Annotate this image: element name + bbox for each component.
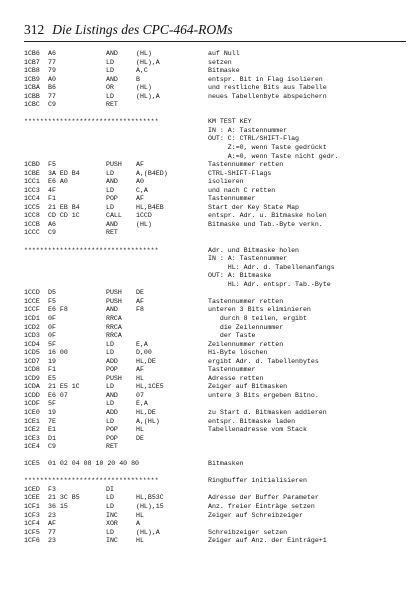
mnemonic: AND [106, 391, 118, 399]
address: 1CD3 [24, 332, 40, 340]
mnemonic: CALL [106, 212, 122, 220]
address: 1CEE [24, 494, 40, 502]
address: 1CE1 [24, 417, 40, 425]
mnemonic: DI [106, 485, 114, 493]
comment-text: unteren 3 Bits eliminieren [208, 306, 311, 314]
mnemonic: LD [106, 340, 114, 348]
comment-text: und restliche Bits aus Tabelle [208, 84, 327, 92]
comment-text: Hi-Byte löschen [208, 349, 268, 357]
comment-text [208, 289, 406, 298]
operand: A,(B4ED) [136, 169, 168, 177]
operand: AF [136, 366, 144, 374]
operand: C,A [136, 186, 148, 194]
opcode-bytes: F5 [48, 297, 56, 305]
operand: (HL) [136, 50, 152, 57]
opcode-bytes: 0F [48, 323, 56, 331]
operand: (HL) [136, 84, 152, 92]
comment-text [208, 229, 406, 238]
comment-line [24, 264, 406, 273]
mnemonic: RRCA [106, 323, 122, 331]
mnemonic: RET [106, 101, 118, 109]
mnemonic: LD [106, 92, 114, 100]
section-header-line [24, 247, 406, 256]
operand [136, 229, 208, 238]
section-title: Ringbuffer initialisieren [208, 477, 307, 485]
opcode-bytes: A6 [48, 50, 56, 57]
operand: F8 [136, 306, 144, 314]
comment-text: Zeiger auf Schreibzeiger [208, 511, 303, 519]
mnemonic: INC [106, 511, 118, 519]
mnemonic: POP [106, 366, 118, 374]
opcode-bytes: 19 [48, 408, 56, 416]
comment-text: A:=0, wenn Taste nicht gedr. [208, 152, 339, 160]
address: 1CF3 [24, 511, 40, 519]
code-line [24, 341, 406, 350]
address: 1CED [24, 485, 40, 493]
opcode-bytes: C9 [48, 101, 56, 109]
address: 1CE0 [24, 408, 40, 416]
opcode-bytes: 77 [48, 58, 56, 66]
operand: (HL),15 [136, 502, 164, 510]
blank-line [24, 110, 406, 119]
operand: AF [136, 297, 144, 305]
address: 1CD4 [24, 340, 40, 348]
comment-text: der Taste [208, 332, 256, 340]
opcode-bytes: 0F [48, 314, 56, 322]
opcode-bytes: 21 3C B5 [48, 494, 80, 502]
comment-text [208, 443, 406, 452]
code-line [24, 298, 406, 307]
code-line [24, 494, 406, 503]
mnemonic: POP [106, 195, 118, 203]
code-line [24, 59, 406, 68]
indent-spacer [24, 153, 208, 162]
opcode-bytes: F5 [48, 161, 56, 169]
code-line [24, 529, 406, 538]
address: 1CD1 [24, 314, 40, 322]
mnemonic: PUSH [106, 374, 122, 382]
address: 1CB6 [24, 50, 40, 57]
code-line [24, 76, 406, 85]
comment-text: durch 8 teilen, ergibt [208, 314, 307, 322]
comment-text: entspr. Bitmaske laden [208, 417, 296, 425]
code-line [24, 67, 406, 76]
opcode-bytes: C9 [48, 443, 56, 451]
code-line [24, 84, 406, 93]
mnemonic: LD [106, 169, 114, 177]
code-line [24, 512, 406, 521]
address: 1CD2 [24, 323, 40, 331]
separator-stars: ********************************** [24, 477, 159, 485]
comment-text [208, 400, 406, 409]
address: 1CD5 [24, 349, 40, 357]
comment-text: OUT: C: CTRL/SHIFT-Flag [208, 135, 300, 143]
mnemonic: AND [106, 75, 118, 83]
address: 1CE4 [24, 443, 40, 451]
opcode-bytes: B6 [48, 84, 56, 92]
mnemonic: AND [106, 50, 118, 57]
address: 1CC5 [24, 203, 40, 211]
address: 1CC1 [24, 178, 40, 186]
code-line [24, 161, 406, 170]
opcode-bytes: 79 [48, 67, 56, 75]
address: 1CD8 [24, 366, 40, 374]
operand: (HL) [136, 220, 152, 228]
operand: A0 [136, 178, 144, 186]
code-line [24, 170, 406, 179]
address: 1CBB [24, 92, 40, 100]
opcode-bytes: 0F [48, 332, 56, 340]
code-line [24, 383, 406, 392]
address: 1CBC [24, 101, 40, 109]
comment-text: zu Start d. Bitmasken addieren [208, 408, 327, 416]
section-header-line [24, 118, 406, 127]
code-line [24, 537, 406, 546]
comment-text: Tastennummer retten [208, 161, 284, 169]
mnemonic: PUSH [106, 161, 122, 169]
comment-text: Schreibzeiger setzen [208, 528, 288, 536]
indent-spacer [24, 272, 208, 281]
opcode-bytes: 77 [48, 528, 56, 536]
indent-spacer [24, 264, 208, 273]
operand: HL,DE [136, 357, 156, 365]
mnemonic: PUSH [106, 297, 122, 305]
code-line [24, 443, 406, 452]
address: 1CDD [24, 391, 40, 399]
opcode-bytes: 21 EB B4 [48, 203, 80, 211]
opcode-bytes: F1 [48, 195, 56, 203]
address: 1CCC [24, 229, 40, 237]
opcode-bytes: 23 [48, 511, 56, 519]
mnemonic: LD [106, 528, 114, 536]
comment-text: OUT: A: Bitmaske [208, 272, 272, 280]
mnemonic: RET [106, 229, 118, 237]
operand: D,00 [136, 349, 152, 357]
address: 1CCB [24, 220, 40, 228]
mnemonic: RRCA [106, 332, 122, 340]
code-line [24, 486, 406, 495]
code-line [24, 229, 406, 238]
comment-text: die Zeilennummer [208, 323, 284, 331]
operand: HL,DE [136, 408, 156, 416]
comment-text: Adresse der Buffer Parameter [208, 494, 319, 502]
comment-text: Z:=0, wenn Taste gedrückt [208, 144, 327, 152]
opcode-bytes: 23 [48, 537, 56, 545]
operand: (HL),A [136, 58, 160, 66]
mnemonic: AND [106, 306, 118, 314]
address: 1CB7 [24, 58, 40, 66]
comment-text: Zeilennummer retten [208, 340, 284, 348]
indent-spacer [24, 127, 208, 136]
indent-spacer [24, 281, 208, 290]
comment-text: Anz. freier Einträge setzen [208, 502, 315, 510]
code-line [24, 212, 406, 221]
mnemonic: ADD [106, 357, 118, 365]
comment-line [24, 281, 406, 290]
opcode-bytes: 7E [48, 417, 56, 425]
mnemonic: PUSH [106, 289, 122, 297]
opcode-bytes: C9 [48, 229, 56, 237]
operand [136, 315, 208, 324]
operand: DE [136, 289, 144, 297]
comment-text: HL: Adr. entspr. Tab.-Byte [208, 280, 331, 288]
operand: 07 [136, 391, 144, 399]
code-line [24, 221, 406, 230]
opcode-bytes: D1 [48, 434, 56, 442]
address: 1CCD [24, 289, 40, 297]
comment-text: Start der Key State Map [208, 203, 300, 211]
code-line [24, 400, 406, 409]
comment-text [208, 435, 406, 444]
opcode-bytes: 4F [48, 186, 56, 194]
comment-text: und nach C retten [208, 186, 276, 194]
comment-line [24, 255, 406, 264]
comment-text [208, 486, 406, 495]
comment-line [24, 135, 406, 144]
opcode-bytes: 77 [48, 92, 56, 100]
comment-text: Bitmaske und Tab.-Byte verkn. [208, 220, 323, 228]
comment-text: Adresse retten [208, 374, 264, 382]
code-line [24, 435, 406, 444]
code-line [24, 392, 406, 401]
code-line [24, 93, 406, 102]
address: 1CD7 [24, 357, 40, 365]
operand: HL [136, 374, 144, 382]
mnemonic: AND [106, 178, 118, 186]
opcode-bytes: AF [48, 520, 56, 528]
comment-text [208, 520, 406, 529]
mnemonic: LD [106, 67, 114, 75]
comment-text: Tastennummer [208, 366, 256, 374]
code-line [24, 366, 406, 375]
blank-line [24, 452, 406, 461]
comment-text: setzen [208, 58, 232, 66]
comment-text: Bitmaske [208, 67, 240, 75]
opcode-bytes: F3 [48, 485, 56, 493]
address: 1CE2 [24, 426, 40, 434]
opcode-bytes: 36 15 [48, 502, 68, 510]
opcode-bytes: E6 07 [48, 391, 68, 399]
opcode-bytes: A0 [48, 75, 56, 83]
code-line [24, 409, 406, 418]
operand [136, 332, 208, 341]
mnemonic: ADD [106, 408, 118, 416]
comment-text: Zeiger auf Bitmasken [208, 383, 288, 391]
comment-text: Bitmasken [208, 460, 244, 468]
address: 1CF5 [24, 528, 40, 536]
opcode-bytes: 21 E5 1C [48, 383, 80, 391]
header-rule [24, 41, 406, 42]
address: 1CE5 [24, 460, 40, 468]
page-title: Die Listings des CPC-464-ROMs [52, 22, 233, 37]
operand [136, 486, 208, 495]
opcode-bytes: F1 [48, 366, 56, 374]
address: 1CF4 [24, 520, 40, 528]
code-line [24, 349, 406, 358]
code-line [24, 306, 406, 315]
code-line [24, 503, 406, 512]
opcode-bytes: E6 A0 [48, 178, 68, 186]
mnemonic: LD [106, 58, 114, 66]
operand: DE [136, 434, 144, 442]
comment-text: HL: Adr. d. Tabellenanfangs [208, 263, 335, 271]
comment-text: entspr. Adr. u. Bitmaske holen [208, 212, 327, 220]
mnemonic: RET [106, 443, 118, 451]
address: 1CE3 [24, 434, 40, 442]
address: 1CDA [24, 383, 40, 391]
address: 1CB9 [24, 75, 40, 83]
comment-text: IN : A: Tastennummer [208, 126, 288, 134]
operand: HL,1CE5 [136, 383, 164, 391]
comment-text: Zeiger auf Anz. der Einträge+1 [208, 537, 327, 545]
code-line [24, 332, 406, 341]
code-line [24, 195, 406, 204]
comment-line [24, 144, 406, 153]
operand [136, 101, 208, 110]
operand: HL,B53C [136, 494, 164, 502]
separator-stars: ********************************** [24, 118, 159, 126]
mnemonic: LD [106, 494, 114, 502]
comment-text: CTRL-SHIFT-Flags [208, 169, 272, 177]
address: 1CBE [24, 169, 40, 177]
operand: HL [136, 426, 144, 434]
comment-text: Tastennummer retten [208, 297, 284, 305]
mnemonic: POP [106, 426, 118, 434]
code-line [24, 426, 406, 435]
opcode-bytes: A6 [48, 220, 56, 228]
mnemonic: LD [106, 186, 114, 194]
opcode-bytes: E6 F8 [48, 306, 68, 314]
code-line [24, 324, 406, 333]
code-line [24, 178, 406, 187]
operand: A,C [136, 67, 148, 75]
address: 1CF6 [24, 537, 40, 545]
indent-spacer [24, 135, 208, 144]
opcode-bytes: 16 00 [48, 349, 68, 357]
comment-line [24, 272, 406, 281]
operand: AF [136, 161, 144, 169]
mnemonic: INC [106, 537, 118, 545]
code-line [24, 520, 406, 529]
address: 1CD9 [24, 374, 40, 382]
mnemonic: AND [106, 220, 118, 228]
comment-text: entspr. Bit in Flag isolieren [208, 75, 323, 83]
code-line [24, 50, 406, 59]
code-line [24, 204, 406, 213]
operand: E,A [136, 340, 148, 348]
operand: (HL),A [136, 528, 160, 536]
address: 1CCF [24, 306, 40, 314]
opcode-bytes: D5 [48, 289, 56, 297]
code-line [24, 289, 406, 298]
assembly-listing [24, 50, 406, 546]
operand: HL [136, 511, 144, 519]
opcode-bytes: 19 [48, 357, 56, 365]
separator-stars: ********************************** [24, 246, 159, 254]
mnemonic: LD [106, 349, 114, 357]
page-header [24, 22, 406, 38]
operand [136, 443, 208, 452]
operand: HL [136, 537, 144, 545]
opcode-bytes: 5F [48, 400, 56, 408]
address: 1CBA [24, 84, 40, 92]
mnemonic: RRCA [106, 314, 122, 322]
operand: (HL),A [136, 92, 160, 100]
indent-spacer [24, 255, 208, 264]
operand: A [136, 520, 140, 528]
code-line [24, 375, 406, 384]
opcode-bytes: 3A ED B4 [48, 169, 80, 177]
mnemonic: LD [106, 203, 114, 211]
section-title: KM TEST KEY [208, 118, 252, 126]
mnemonic: LD [106, 400, 114, 408]
mnemonic: OR [106, 84, 114, 92]
comment-text: auf Null [208, 50, 240, 57]
address: 1CC4 [24, 195, 40, 203]
blank-line [24, 238, 406, 247]
operand: 1CCD [136, 212, 152, 220]
address: 1CDF [24, 400, 40, 408]
comment-text: isolieren [208, 178, 244, 186]
comment-line [24, 127, 406, 136]
code-line [24, 187, 406, 196]
operand: A,(HL) [136, 417, 160, 425]
page-number: 312 [24, 22, 45, 37]
mnemonic: LD [106, 383, 114, 391]
blank-line [24, 469, 406, 478]
code-line [24, 101, 406, 110]
mnemonic: LD [106, 417, 114, 425]
operand: B [136, 75, 140, 83]
comment-text: neues Tabellenbyte abspeichern [208, 92, 327, 100]
comment-text: Tastennummer [208, 195, 256, 203]
operand: AF [136, 195, 144, 203]
address: 1CBD [24, 161, 40, 169]
address: 1CCE [24, 297, 40, 305]
mnemonic: XOR [106, 520, 118, 528]
address: 1CB8 [24, 67, 40, 75]
address: 1CC3 [24, 186, 40, 194]
comment-text: IN : A: Tastennummer [208, 255, 288, 263]
comment-text: untere 3 Bits ergeben Bitno. [208, 391, 319, 399]
mnemonic: LD [106, 502, 114, 510]
comment-text: Tabellenadresse vom Stack [208, 426, 307, 434]
opcode-bytes: 5F [48, 340, 56, 348]
opcode-bytes: E1 [48, 426, 56, 434]
operand [136, 324, 208, 333]
code-line [24, 315, 406, 324]
data-line [24, 460, 406, 469]
comment-text [208, 101, 406, 110]
indent-spacer [24, 144, 208, 153]
comment-text: ergibt Adr. d. Tabellenbytes [208, 357, 319, 365]
address: 1CF1 [24, 502, 40, 510]
opcode-bytes: E5 [48, 374, 56, 382]
address: 1CC8 [24, 212, 40, 220]
section-header-line [24, 477, 406, 486]
data-bytes: 01 02 04 08 10 20 40 80 [48, 460, 140, 468]
code-line [24, 418, 406, 427]
operand: E,A [136, 400, 148, 408]
code-line [24, 358, 406, 367]
section-title: Adr. und Bitmaske holen [208, 246, 300, 254]
opcode-bytes: CD CD 1C [48, 212, 80, 220]
mnemonic: POP [106, 434, 118, 442]
comment-line [24, 153, 406, 162]
operand: HL,B4EB [136, 203, 164, 211]
